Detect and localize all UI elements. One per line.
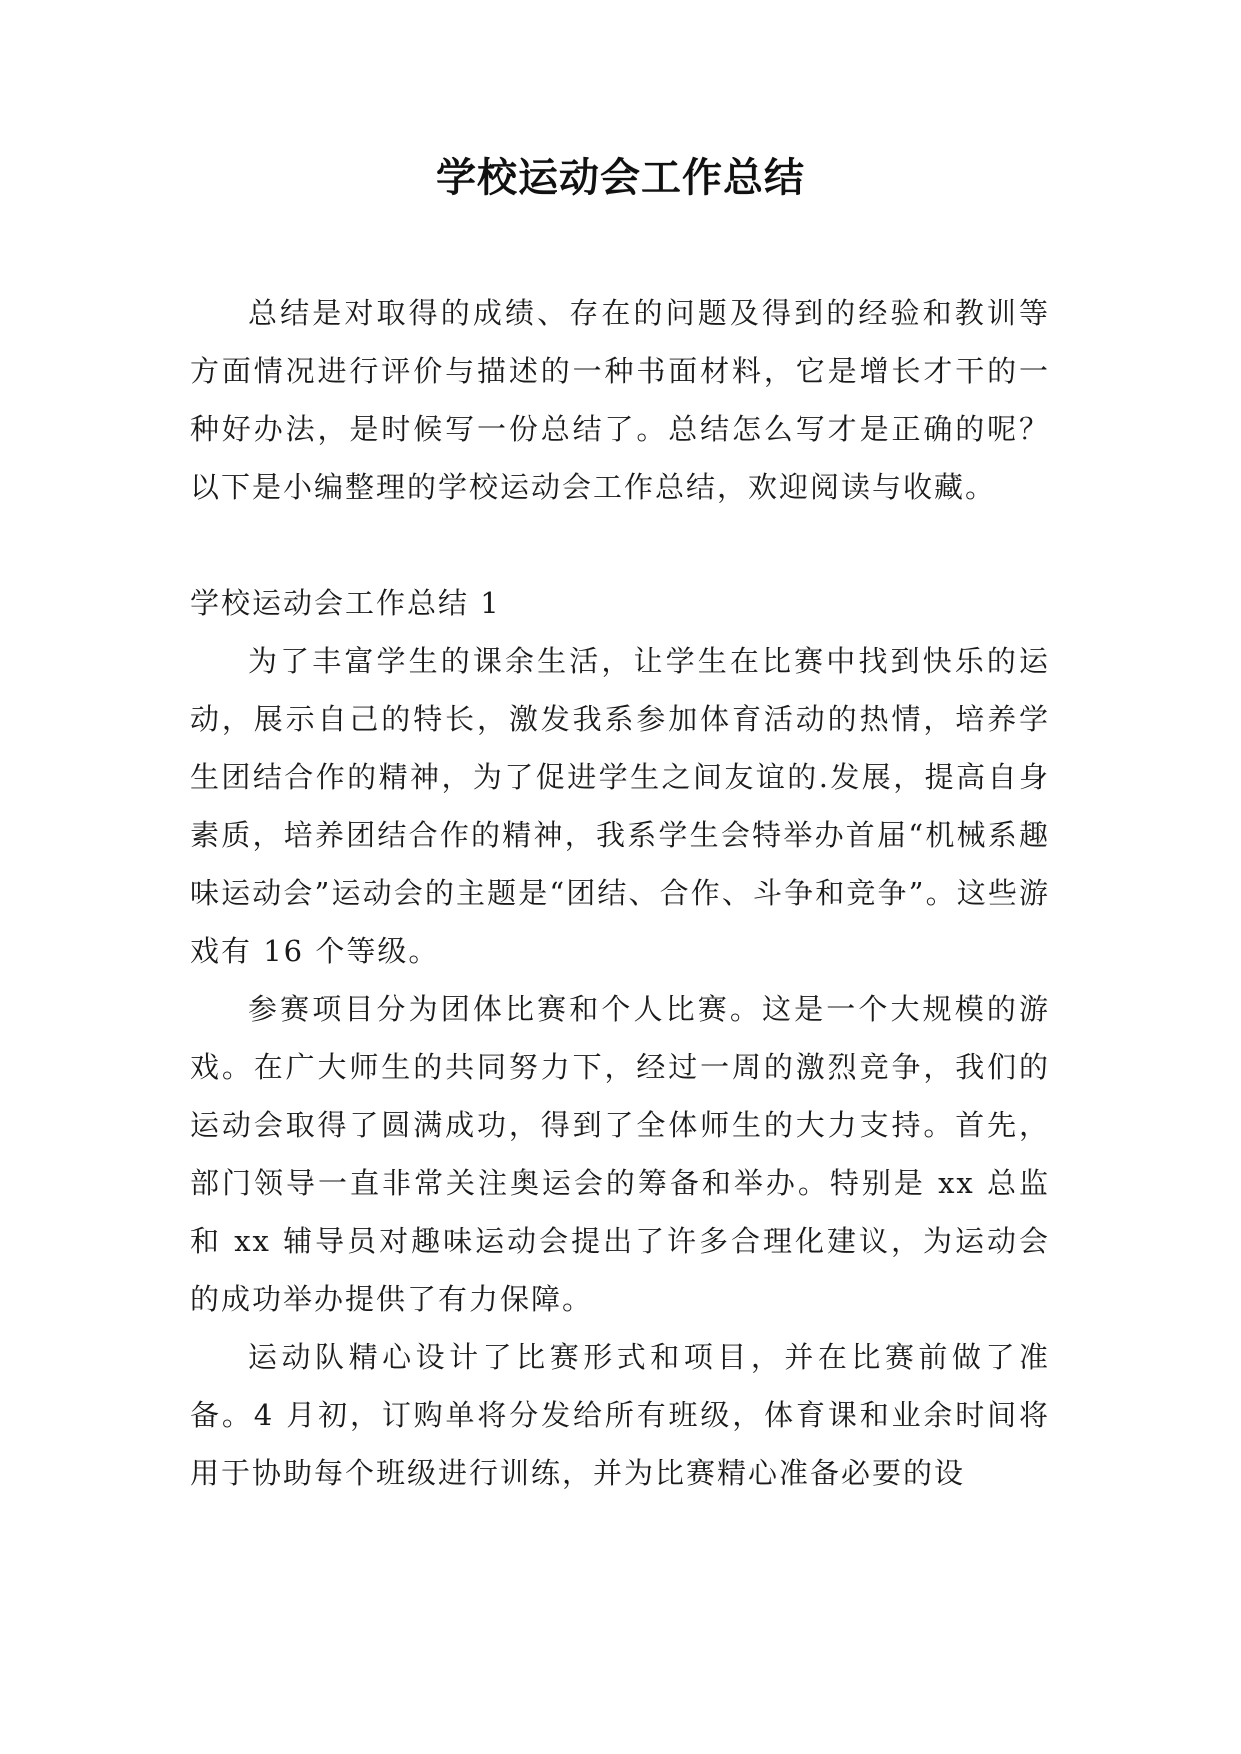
body-paragraph-1: 为了丰富学生的课余生活，让学生在比赛中找到快乐的运动，展示自己的特长，激发我系参加体育活动的热情，培养学生团结合作的精神，为了促进学生之间友谊的.发展，提高自身素质，培养团结合作的精神，我系学生会特举办首届“机械系趣味运动会”运动会的主题是“团结、合作、斗争和竞争”。这些游戏有 16 个等级。 [190,644,1050,968]
intro-paragraph: 总结是对取得的成绩、存在的问题及得到的经验和教训等方面情况进行评价与描述的一种书面材料，它是增长才干的一种好办法，是时候写一份总结了。总结怎么写才是正确的呢？以下是小编整理的学校运动会工作总结，欢迎阅读与收藏。 [190,296,1050,504]
document-title: 学校运动会工作总结 [436,155,805,201]
document-body [190,284,1050,1502]
section-heading: 学校运动会工作总结 1 [190,586,501,620]
body-paragraph-2: 参赛项目分为团体比赛和个人比赛。这是一个大规模的游戏。在广大师生的共同努力下，经过一周的激烈竞争，我们的运动会取得了圆满成功，得到了全体师生的大力支持。首先，部门领导一直非常关注奥运会的筹备和举办。特别是 xx 总监和 xx 辅导员对趣味运动会提出了许多合理化建议，为运动会的成功举办提供了有力保障。 [190,992,1050,1316]
body-paragraph-3: 运动队精心设计了比赛形式和项目，并在比赛前做了准备。4 月初，订购单将分发给所有班级，体育课和业余时间将用于协助每个班级进行训练，并为比赛精心准备必要的设 [190,1340,1050,1490]
